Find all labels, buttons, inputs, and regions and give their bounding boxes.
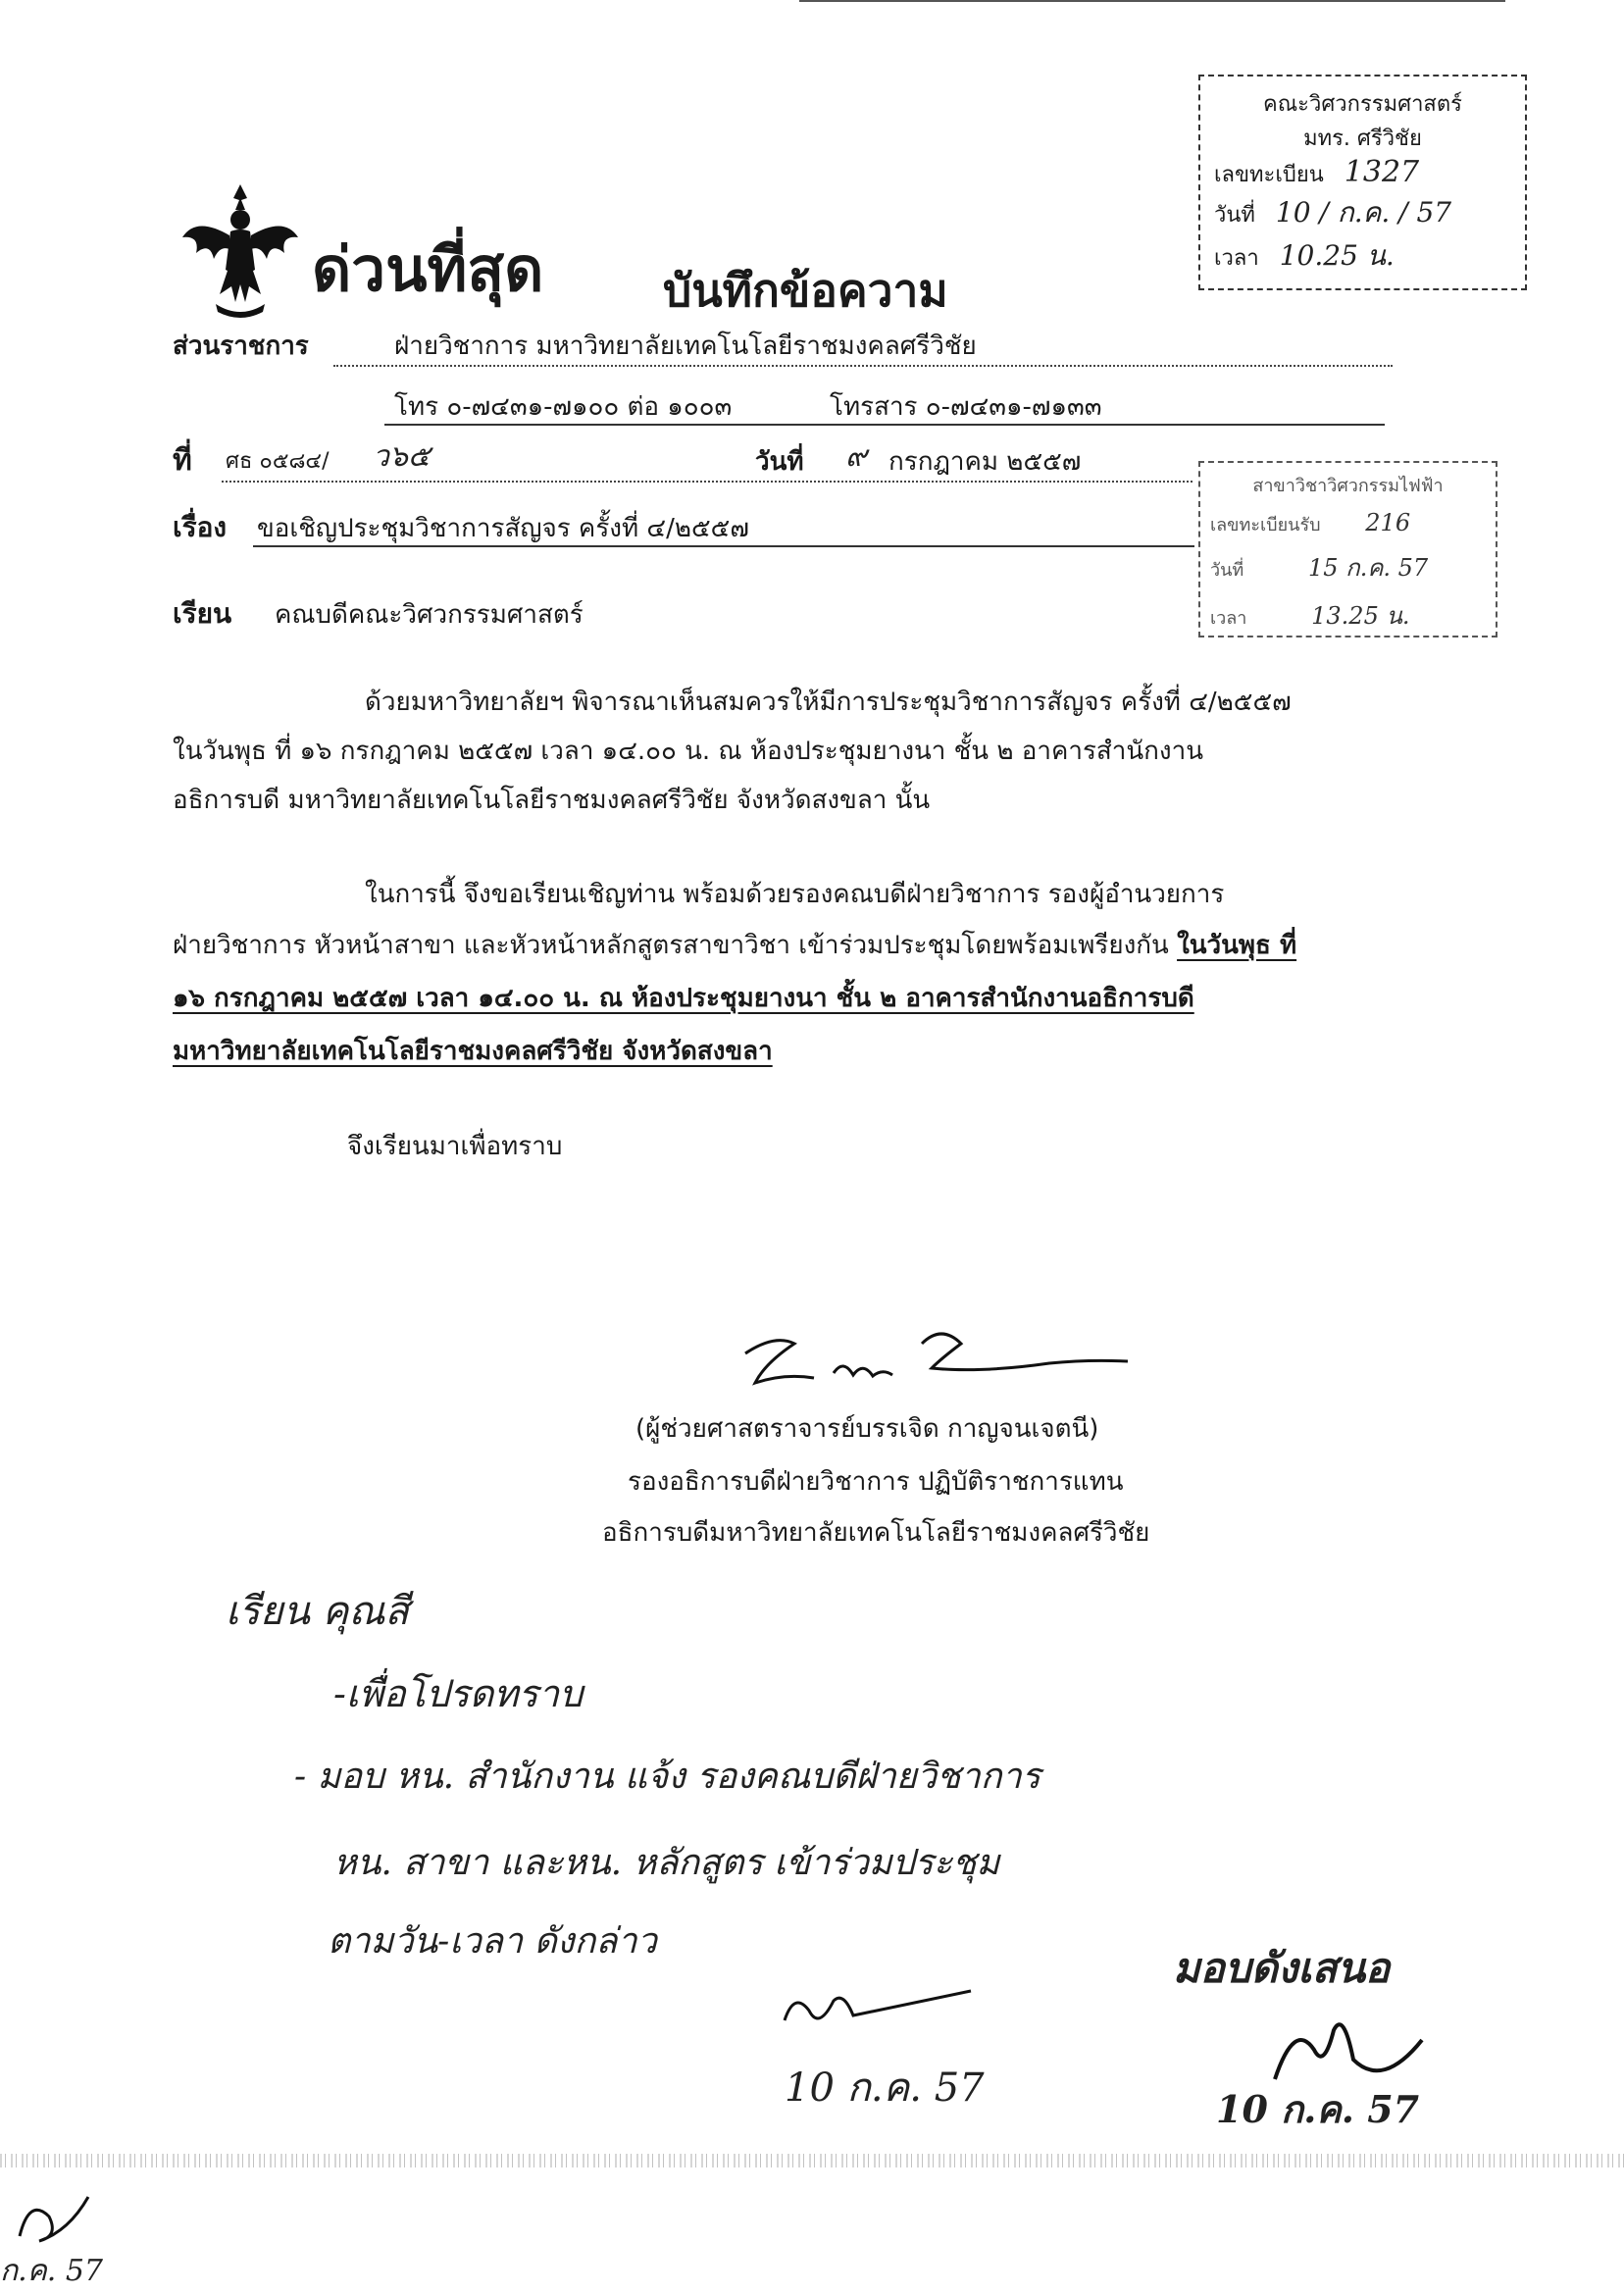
p1-line2: ในวันพุธ ที่ ๑๖ กรกฎาคม ๒๕๕๗ เวลา ๑๔.๐๐ น. ณ ห้องประชุมยางนา ชั้น ๒ อาคารสำนักงาน [173,737,1203,766]
branch-stamp-time-row [1210,596,1486,635]
p2-line4: มหาวิทยาลัยเทคโนโลยีราชมงคลศรีวิชัย จังหวัดสงขลา [173,1037,773,1066]
p2-line2-plain: ฝ่ายวิชาการ หัวหน้าสาขา และหัวหน้าหลักสูตรสาขาวิชา เข้าร่วมประชุมโดยพร้อมเพรียงกัน [173,931,1178,960]
doc-no-handwritten: ว๖๕ [373,439,431,474]
branch-stamp-org: สาขาวิชาวิศวกรรมไฟฟ้า [1252,476,1444,496]
garuda-emblem-icon [177,177,304,324]
doc-date-day: ๙ [845,439,867,474]
doc-no-label: ที่ [173,443,192,478]
branch-stamp-time-value: 13.25 น. [1311,602,1410,630]
corner-initial-scribble [0,2187,118,2256]
closing-line: จึงเรียนมาเพื่อทราบ [347,1132,563,1161]
to-label: เรียน [173,597,232,630]
subject-rule [253,545,1194,547]
stamp-org-line1: คณะวิศวกรรมศาสตร์ [1263,92,1462,117]
stamp-date-value: 10 / ก.ค. / 57 [1275,196,1452,229]
phone-line: โทร ๐-๗๔๓๑-๗๑๐๐ ต่อ ๑๐๐๓ [394,392,733,422]
branch-stamp-reg-row [1210,509,1486,538]
fax-line: โทรสาร ๐-๗๔๓๑-๗๑๓๓ [830,392,1102,422]
stamp-reg-label: เลขทะเบียน [1214,163,1324,187]
note-line1: เรียน คุณสี [226,1589,409,1634]
stamp-date-row [1214,191,1511,234]
branch-stamp-reg-value: 216 [1365,509,1411,536]
signatory-title1: รองอธิการบดีฝ่ายวิชาการ ปฏิบัติราชการแทน [628,1467,1124,1497]
signatory-title2: อธิการบดีมหาวิทยาลัยเทคโนโลยีราชมงคลศรีวิชัย [602,1518,1150,1548]
to-value: คณบดีคณะวิศวกรรมศาสตร์ [275,600,584,630]
assign-date: 10 ก.ค. 57 [1216,2087,1420,2131]
branch-stamp-time-label: เวลา [1210,608,1247,629]
p1-line1: ด้วยมหาวิทยาลัยฯ พิจารณาเห็นสมควรให้มีการประชุมวิชาการสัญจร ครั้งที่ ๔/๒๕๕๗ [365,688,1292,717]
signatory-name: (ผู้ช่วยศาสตราจารย์บรรเจิด กาญจนเจตนี) [635,1414,1099,1444]
stamp-date-label: วันที่ [1214,203,1255,228]
note-initial-scribble [765,1971,981,2050]
agency-label: ส่วนราชการ [173,331,309,361]
stamp-time-label: เวลา [1214,246,1259,271]
stamp-reg-value: 1327 [1344,155,1420,189]
urgency-label: ด่วนที่สุด [312,233,544,305]
note-date: 10 ก.ค. 57 [785,2065,985,2111]
agency-rule [333,365,1393,367]
doc-no-prefix: ศธ ๐๕๘๔/ [226,449,330,474]
branch-stamp-date-label: วันที่ [1210,560,1244,581]
stamp-time-value: 10.25 น. [1279,239,1395,272]
doc-date-label: วันที่ [755,447,804,477]
branch-receive-stamp [1198,461,1497,637]
form-title: บันทึกข้อความ [663,264,948,317]
scan-noise-strip [0,2154,1624,2167]
faculty-receive-stamp [1198,75,1527,290]
agency-value: ฝ่ายวิชาการ มหาวิทยาลัยเทคโนโลยีราชมงคลศรีวิชัย [394,331,977,361]
branch-stamp-date-row [1210,548,1486,586]
p2-line2 [173,924,1296,967]
stamp-reg-row [1214,155,1511,191]
branch-stamp-reg-label: เลขทะเบียนรับ [1210,515,1321,535]
doc-date-value: กรกฎาคม ๒๕๕๗ [888,447,1082,477]
phone-rule [384,424,1385,426]
corner-date: ก.ค. 57 [0,2254,104,2288]
note-line2: -เพื่อโปรดทราบ [333,1672,584,1715]
stamp-org-line2: มทร. ศรีวิชัย [1303,127,1422,151]
note-line5: ตามวัน-เวลา ดังกล่าว [328,1921,657,1962]
subject-label: เรื่อง [173,511,228,543]
assign-text: มอบดังเสนอ [1173,1944,1391,1992]
branch-stamp-date-value: 15 ก.ค. 57 [1308,554,1429,582]
note-line3: - มอบ หน. สำนักงาน แจ้ง รองคณบดีฝ่ายวิชาการ [294,1757,1041,1797]
p2-line1: ในการนี้ จึงขอเรียนเชิญท่าน พร้อมด้วยรองคณบดีฝ่ายวิชาการ รองผู้อำนวยการ [365,880,1225,909]
top-edge-line [799,0,1505,2]
note-line4: หน. สาขา และหน. หลักสูตร เข้าร่วมประชุม [333,1843,1000,1883]
subject-value: ขอเชิญประชุมวิชาการสัญจร ครั้งที่ ๔/๒๕๕๗ [257,514,749,543]
stamp-time-row [1214,234,1511,278]
p1-line3: อธิการบดี มหาวิทยาลัยเทคโนโลยีราชมงคลศรีวิชัย จังหวัดสงขลา นั้น [173,786,931,815]
number-date-rule [222,481,1193,483]
p2-line2-underlined: ในวันพุธ ที่ [1177,931,1297,960]
p2-line3: ๑๖ กรกฎาคม ๒๕๕๗ เวลา ๑๔.๐๐ น. ณ ห้องประชุมยางนา ชั้น ๒ อาคารสำนักงานอธิการบดี [173,984,1194,1013]
signature-scribble [726,1314,1138,1422]
